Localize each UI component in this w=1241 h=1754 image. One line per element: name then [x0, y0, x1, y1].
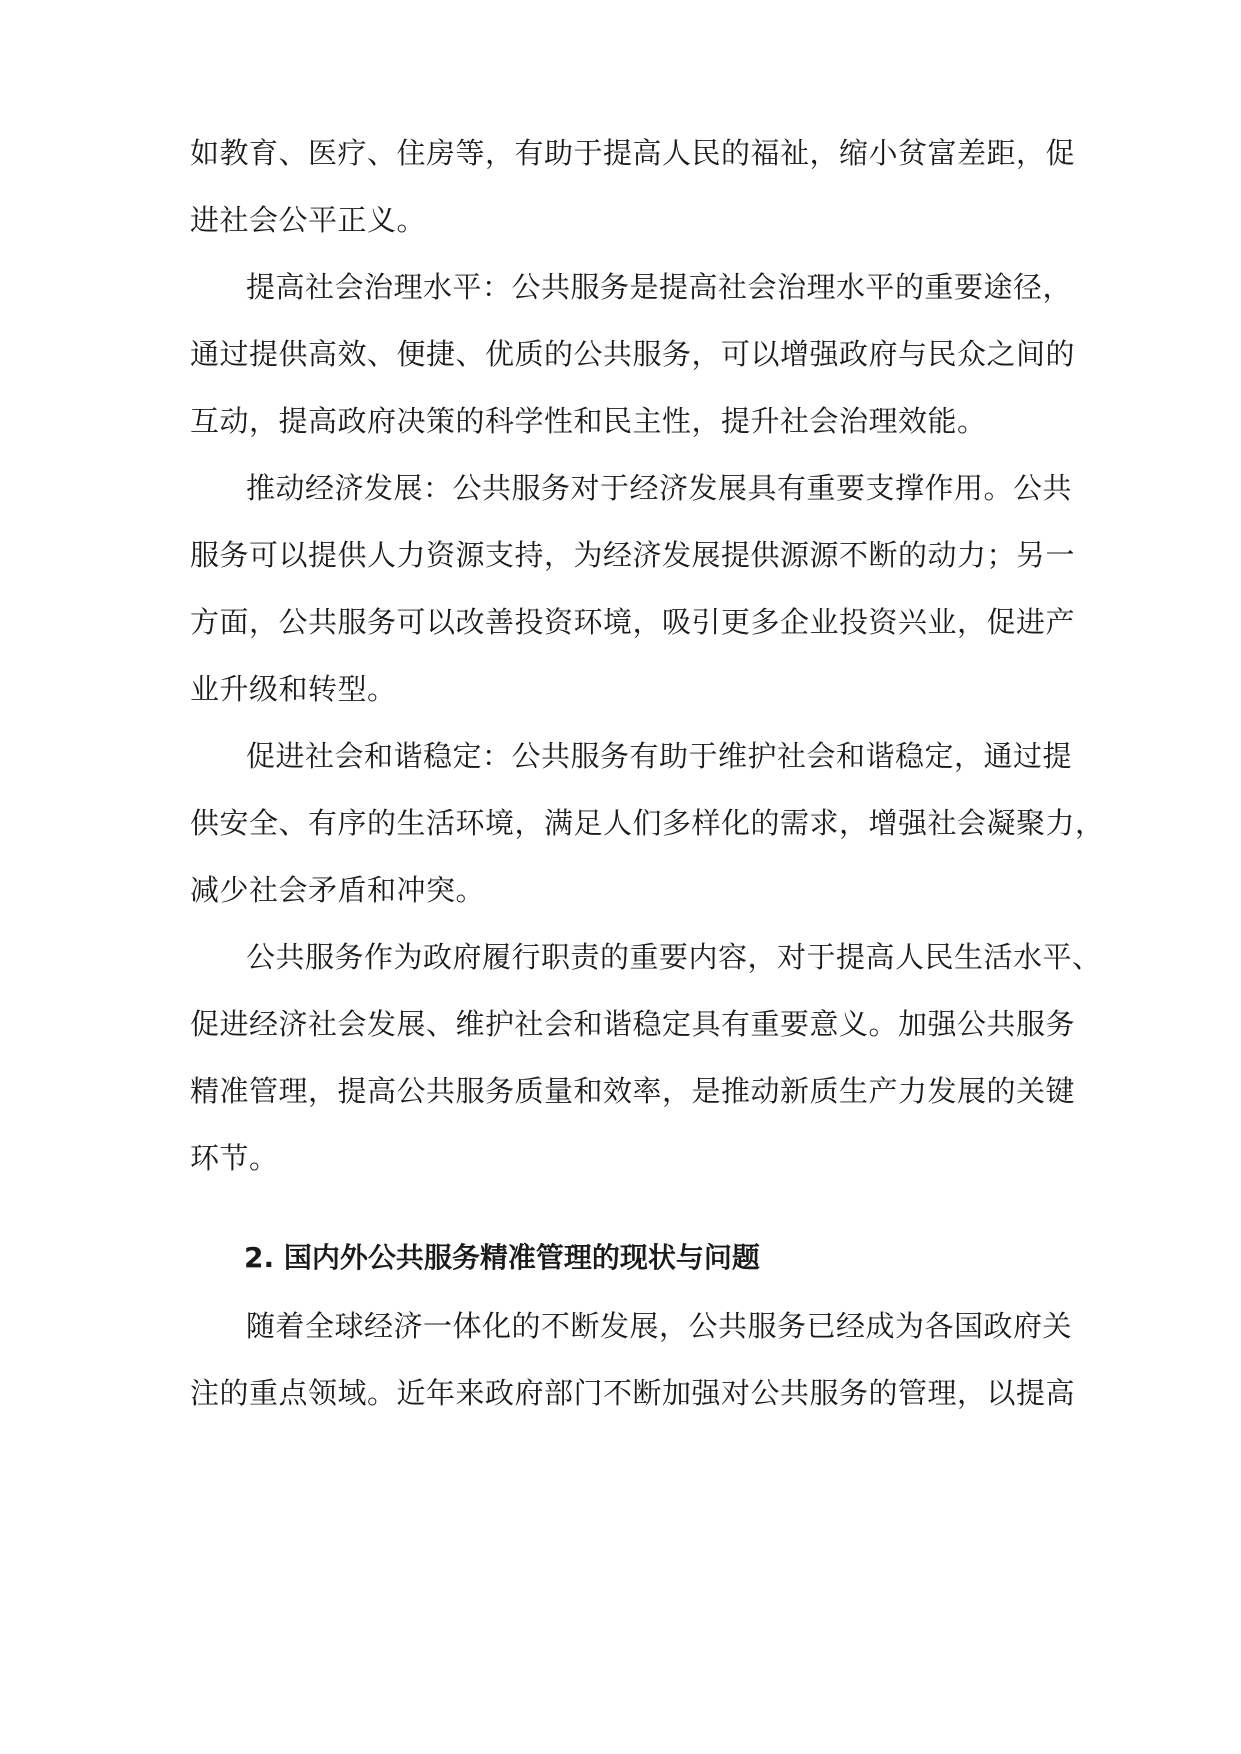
body-text-line: 供安全、有序的生活环境，满足人们多样化的需求，增强社会凝聚力， [190, 806, 1105, 840]
paragraph-start-line: 促进社会和谐稳定：公共服务有助于维护社会和谐稳定，通过提 [246, 739, 1073, 773]
body-text-line: 业升级和转型。 [190, 672, 397, 706]
paragraph-start-line: 提高社会治理水平：公共服务是提高社会治理水平的重要途径， [246, 270, 1073, 304]
body-text-line: 互动，提高政府决策的科学性和民主性，提升社会治理效能。 [190, 404, 987, 438]
body-text-line: 服务可以提供人力资源支持，为经济发展提供源源不断的动力；另一 [190, 538, 1076, 572]
body-text-line: 进社会公平正义。 [190, 203, 427, 237]
paragraph-start-line: 推动经济发展：公共服务对于经济发展具有重要支撑作用。公共 [246, 471, 1073, 505]
body-text-line: 精准管理，提高公共服务质量和效率，是推动新质生产力发展的关键 [190, 1074, 1076, 1108]
section-heading: 2. 国内外公共服务精准管理的现状与问题 [244, 1241, 760, 1274]
body-text-line: 注的重点领域。近年来政府部门不断加强对公共服务的管理，以提高 [190, 1376, 1076, 1410]
body-text-line: 通过提供高效、便捷、优质的公共服务，可以增强政府与民众之间的 [190, 337, 1076, 371]
paragraph-start-line: 随着全球经济一体化的不断发展，公共服务已经成为各国政府关 [246, 1309, 1073, 1343]
body-text-line: 如教育、医疗、住房等，有助于提高人民的福祉，缩小贫富差距，促 [190, 136, 1076, 170]
body-text-line: 促进经济社会发展、维护社会和谐稳定具有重要意义。加强公共服务 [190, 1007, 1076, 1041]
body-text-line: 减少社会矛盾和冲突。 [190, 873, 486, 907]
body-text-line: 方面，公共服务可以改善投资环境，吸引更多企业投资兴业，促进产 [190, 605, 1076, 639]
body-text-line: 环节。 [190, 1141, 279, 1175]
paragraph-start-line: 公共服务作为政府履行职责的重要内容，对于提高人民生活水平、 [246, 940, 1102, 974]
